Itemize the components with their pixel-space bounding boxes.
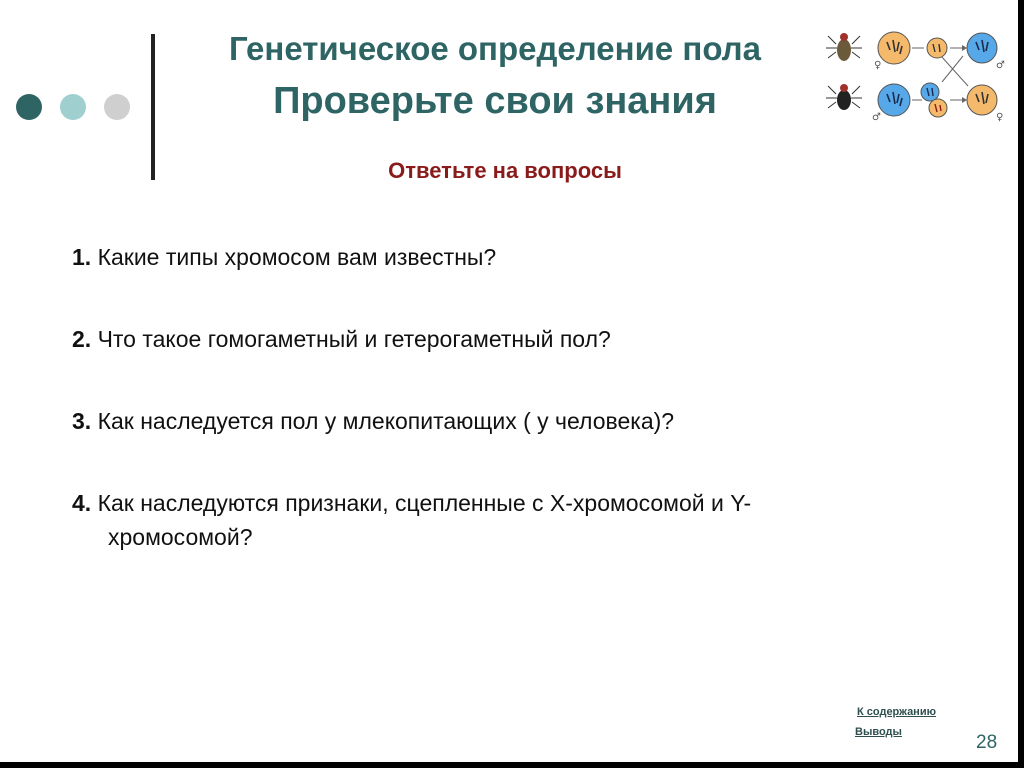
question-1 xyxy=(72,240,932,274)
question-number: 4. xyxy=(72,490,92,516)
gamete-sperm-x-icon xyxy=(921,83,939,101)
svg-text:♂: ♂ xyxy=(872,112,881,123)
question-text: Как наследуется пол у млекопитающих ( у человека)? xyxy=(97,408,675,434)
decor-dot-dark xyxy=(16,94,42,120)
offspring-male-cell-icon xyxy=(967,33,1005,71)
female-fly-icon xyxy=(826,33,862,61)
question-2 xyxy=(72,322,932,356)
question-text-continuation: хромосомой? xyxy=(108,524,253,550)
female-cell-icon xyxy=(874,32,910,71)
vertical-divider xyxy=(151,34,155,180)
question-text: Как наследуются признаки, сцепленные с Х-хромосомой и Y- xyxy=(97,490,752,516)
conclusions-link[interactable]: Выводы xyxy=(855,726,902,738)
question-4 xyxy=(72,486,932,554)
offspring-female-cell-icon xyxy=(967,85,1003,123)
question-number: 2. xyxy=(72,326,92,352)
title-line-2: Проверьте свои знания xyxy=(273,80,717,122)
table-of-contents-link[interactable]: К содержанию xyxy=(857,706,936,718)
male-cell-icon xyxy=(872,84,910,123)
gamete-sperm-y-icon xyxy=(929,99,947,117)
arrow-icons xyxy=(962,45,967,103)
question-text: Что такое гомогаметный и гетерогаметный пол? xyxy=(97,326,611,352)
question-text: Какие типы хромосом вам известны? xyxy=(97,244,497,270)
decor-dot-light xyxy=(60,94,86,120)
title-line-1: Генетическое определение пола xyxy=(229,30,761,67)
male-fly-icon xyxy=(826,84,862,110)
svg-text:♂: ♂ xyxy=(996,60,1005,71)
decor-dot-gray xyxy=(104,94,130,120)
gamete-egg-icon xyxy=(927,38,947,58)
page-number: 28 xyxy=(976,732,998,753)
question-3 xyxy=(72,404,932,438)
svg-text:♀: ♀ xyxy=(996,112,1004,123)
subtitle: Ответьте на вопросы xyxy=(388,158,622,183)
sex-determination-diagram xyxy=(826,26,1006,126)
question-number: 1. xyxy=(72,244,92,270)
question-number: 3. xyxy=(72,408,92,434)
svg-text:♀: ♀ xyxy=(874,60,882,71)
